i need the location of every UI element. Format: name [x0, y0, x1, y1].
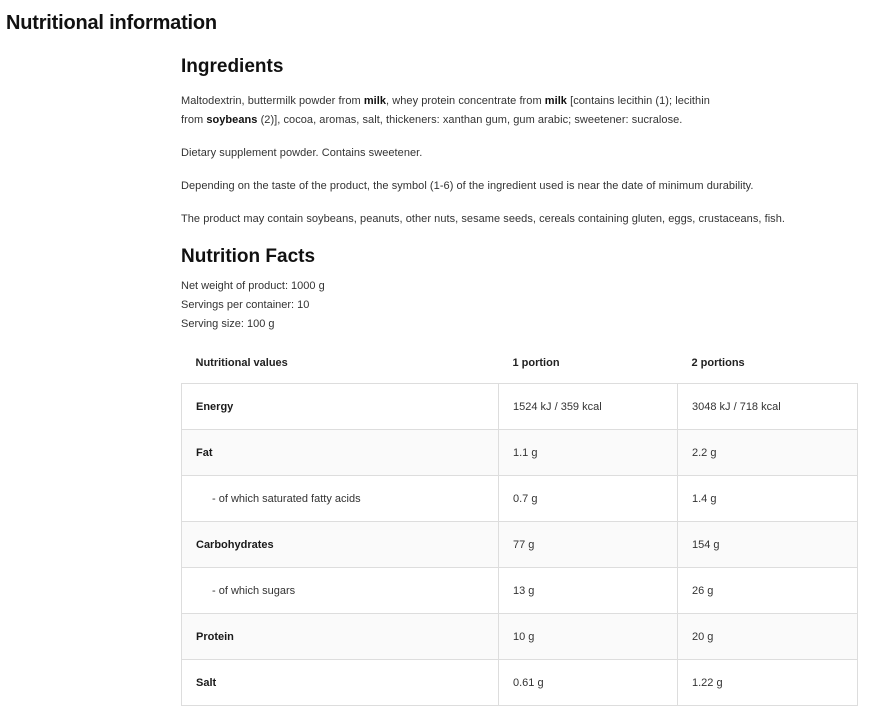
row-label-protein: Protein	[182, 614, 499, 660]
value-1-portion: 1524 kJ / 359 kcal	[499, 384, 678, 430]
net-weight: Net weight of product: 1000 g	[181, 280, 325, 292]
supplement-note: Dietary supplement powder. Contains sweetener.	[181, 147, 423, 159]
ingredients-text-part: from	[181, 114, 207, 126]
allergen-soybeans: soybeans	[206, 114, 258, 126]
header-nutritional-values: Nutritional values	[195, 357, 288, 369]
value-2-portions: 2.2 g	[678, 430, 858, 476]
value-2-portions: 1.4 g	[678, 476, 858, 522]
value-2-portions: 154 g	[678, 522, 858, 568]
ingredients-text	[181, 92, 861, 130]
table-row	[182, 522, 858, 568]
row-label-saturated-fatty-acids: - of which saturated fatty acids	[182, 476, 499, 522]
value-2-portions: 3048 kJ / 718 kcal	[678, 384, 858, 430]
nutrition-table	[181, 343, 858, 706]
table-row	[182, 660, 858, 706]
nutrition-content	[181, 55, 861, 706]
taste-symbol-note: Depending on the taste of the product, the symbol (1-6) of the ingredient used is near the date of minimum durability.	[181, 180, 754, 192]
ingredients-text-part: [contains lecithin (1); lecithin	[566, 95, 710, 107]
row-label-salt: Salt	[182, 660, 499, 706]
value-2-portions: 26 g	[678, 568, 858, 614]
value-1-portion: 13 g	[499, 568, 678, 614]
value-1-portion: 1.1 g	[499, 430, 678, 476]
value-1-portion: 0.7 g	[499, 476, 678, 522]
table-header-row	[182, 343, 858, 384]
table-row	[182, 384, 858, 430]
header-1-portion: 1 portion	[512, 357, 560, 369]
value-1-portion: 0.61 g	[499, 660, 678, 706]
value-1-portion: 77 g	[499, 522, 678, 568]
row-label-carbohydrates: Carbohydrates	[182, 522, 499, 568]
serving-size: Serving size: 100 g	[181, 318, 275, 330]
table-row	[182, 614, 858, 660]
ingredients-text-part: Maltodextrin, buttermilk powder from	[181, 95, 364, 107]
row-label-fat: Fat	[182, 430, 499, 476]
table-row	[182, 476, 858, 522]
allergen-milk: milk	[544, 95, 567, 107]
allergen-milk: milk	[363, 95, 387, 107]
header-2-portions: 2 portions	[691, 357, 745, 369]
value-1-portion: 10 g	[499, 614, 678, 660]
ingredients-text-part: (2)], cocoa, aromas, salt, thickeners: xanthan gum, gum arabic; sweetener: sucralose.	[257, 114, 683, 126]
value-2-portions: 1.22 g	[678, 660, 858, 706]
table-row	[182, 430, 858, 476]
nutrition-facts-heading: Nutrition Facts	[181, 246, 316, 267]
row-label-sugars: - of which sugars	[182, 568, 499, 614]
servings-per-container: Servings per container: 10	[181, 299, 310, 311]
row-label-energy: Energy	[182, 384, 499, 430]
ingredients-heading: Ingredients	[181, 56, 284, 77]
ingredients-text-part: , whey protein concentrate from	[386, 95, 545, 107]
value-2-portions: 20 g	[678, 614, 858, 660]
table-row	[182, 568, 858, 614]
page-title: Nutritional information	[6, 12, 217, 34]
allergen-warning: The product may contain soybeans, peanuts, other nuts, sesame seeds, cereals containing gluten, eggs, crustaceans, fish.	[181, 213, 786, 225]
